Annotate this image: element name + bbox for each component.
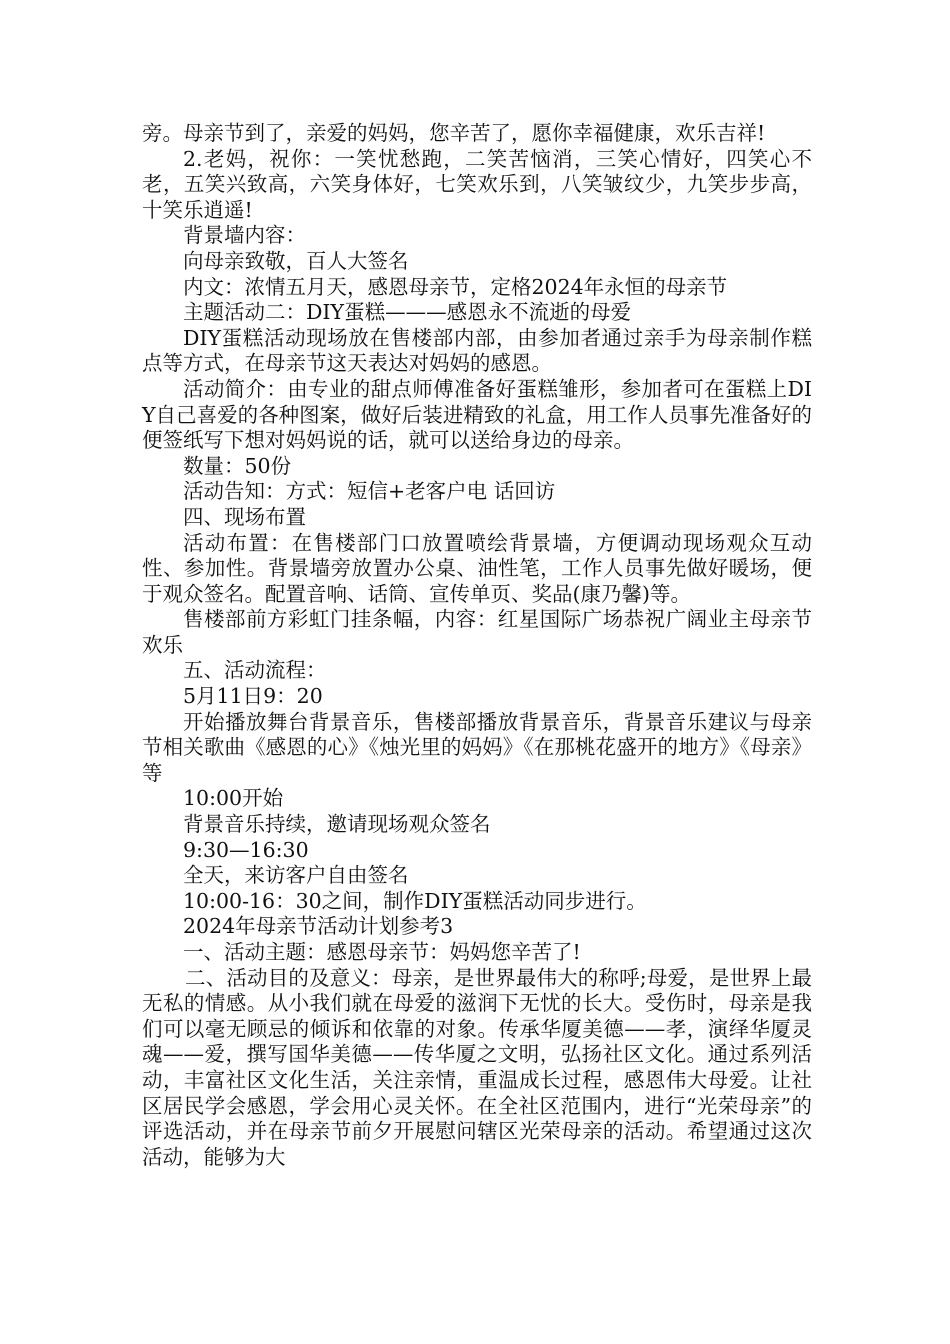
- paragraph: 二、活动目的及意义：母亲，是世界最伟大的称呼;母爱，是世界上最无私的情感。从小我们就在母爱的滋润下无忧的长大。受伤时，母亲是我们可以毫无顾忌的倾诉和依靠的对象。传承华厦美德——孝，演绎华厦灵魂——爱，撰写国华美德——传华厦之文明，弘扬社区文化。通过系列活动，丰富社区文化生活，关注亲情，重温成长过程，感恩伟大母爱。让社区居民学会感恩，学会用心灵关怀。在全社区范围内，进行“光荣母亲”的评选活动，并在母亲节前夕开展慰问辖区光荣母亲的活动。希望通过这次活动，能够为大: [142, 965, 812, 1169]
- paragraph: 全天，来访客户自由签名: [183, 863, 409, 888]
- paragraph: 2.老妈，祝你：一笑忧愁跑，二笑苦恼消，三笑心情好，四笑心不老，五笑兴致高，六笑身体好，七笑欢乐到，八笑皱纹少，九笑步步高，十笑乐逍遥!: [142, 146, 812, 222]
- paragraph: 10:00开始: [183, 786, 284, 811]
- paragraph: 背景音乐持续，邀请现场观众签名: [183, 812, 491, 837]
- paragraph: 活动告知：方式：短信+老客户电 话回访: [183, 479, 556, 504]
- paragraph: 向母亲致敬，百人大签名: [183, 248, 409, 273]
- paragraph: 5月11日9：20: [183, 684, 323, 709]
- section-heading: 四、现场布置: [183, 504, 306, 529]
- section-heading: 五、活动流程：: [183, 658, 327, 683]
- paragraph: 活动布置：在售楼部门口放置喷绘背景墙，方便调动现场观众互动性、参加性。背景墙旁放置办公桌、油性笔，工作人员事先做好暖场，便于观众签名。配置音响、话筒、宣传单页、奖品(康乃馨)等。: [142, 530, 812, 606]
- paragraph: 数量：50份: [183, 453, 292, 478]
- section-heading: 一、活动主题：感恩母亲节：妈妈您辛苦了!: [183, 940, 581, 964]
- paragraph: 售楼部前方彩虹门挂条幅，内容：红星国际广场恭祝广阔业主母亲节欢乐: [142, 607, 812, 657]
- paragraph: 背景墙内容：: [183, 223, 306, 248]
- paragraph: 开始播放舞台背景音乐，售楼部播放背景音乐，背景音乐建议与母亲节相关歌曲《感恩的心》《烛光里的妈妈》《在那桃花盛开的地方》《母亲》等: [142, 709, 812, 785]
- paragraph: 旁。母亲节到了，亲爱的妈妈，您辛苦了，愿你幸福健康，欢乐吉祥!: [142, 121, 766, 145]
- section-title: 2024年母亲节活动计划参考3: [183, 914, 454, 939]
- paragraph: 9:30—16:30: [183, 837, 309, 862]
- paragraph: 活动简介：由专业的甜点师傅准备好蛋糕雏形，参加者可在蛋糕上DIY自己喜爱的各种图案，做好后装进精致的礼盒，用工作人员事先准备好的便签纸写下想对妈妈说的话，就可以送给身边的母亲。: [142, 376, 812, 453]
- paragraph: 10:00-16：30之间，制作DIY蛋糕活动同步进行。: [183, 888, 647, 913]
- document-body: [142, 121, 812, 1170]
- paragraph: 主题活动二：DIY蛋糕———感恩永不流逝的母爱: [183, 300, 632, 325]
- paragraph: DIY蛋糕活动现场放在售楼部内部，由参加者通过亲手为母亲制作糕点等方式，在母亲节这天表达对妈妈的感恩。: [142, 325, 812, 376]
- paragraph: 内文：浓情五月天，感恩母亲节，定格2024年永恒的母亲节: [183, 274, 728, 299]
